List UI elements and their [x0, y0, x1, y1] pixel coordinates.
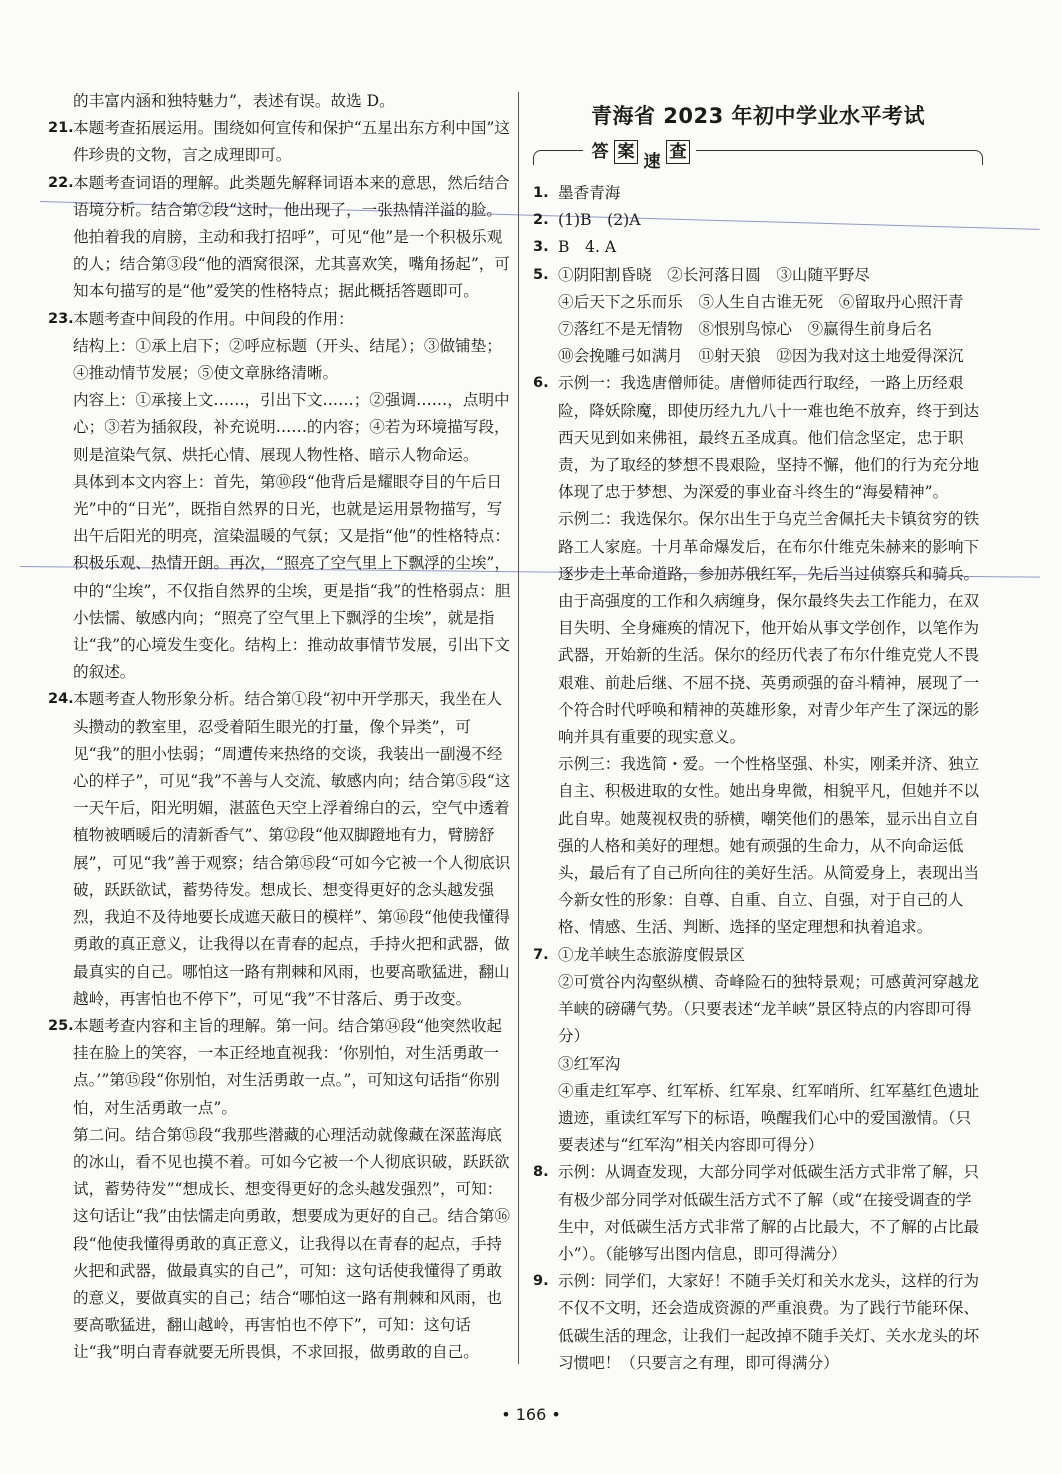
item-subparagraph: ③红军沟 [558, 1054, 621, 1073]
item-text: 示例一：我选唐僧师徒。唐僧师徒西行取经，一路上历经艰险，降妖除魔，即使历经九九八十一难也绝不放弃，终于到达西天见到如来佛祖，最终五圣成真。他们信念坚定，忠于职责，为了取经的梦想不畏艰险，坚持不懈，他们的行为充分地体现了忠于梦想、为深爱的事业奋斗终生的“海晏精神”。 [558, 374, 980, 502]
item-number: 2. [533, 212, 549, 229]
answer-item [533, 234, 983, 261]
right-column [533, 88, 983, 1377]
answer-item [48, 88, 512, 115]
item-subparagraph: ②可赏谷内沟壑纵横、奇峰险石的独特景观；可感黄河穿越龙羊峡的磅礴气势。（只要表述“龙羊峡”景区特点的内容即可得分） [558, 972, 980, 1046]
banner-label [583, 140, 696, 174]
banner-char: 速 [643, 152, 661, 172]
item-number: 7. [533, 946, 549, 963]
answer-item [48, 170, 512, 306]
item-text: ①龙羊峡生态旅游度假景区 [558, 945, 746, 964]
item-number: 22. [48, 174, 74, 191]
item-text: 本题考查人物形象分析。结合第①段“初中开学那天，我坐在人头攒动的教室里，忍受着陌生眼光的打量，像个异类”，可见“我”的胆小怯弱；“周遭传来热络的交谈，我装出一副漫不经心的样子”，可见“我”不善与人交流、敏感内向；结合第⑤段“这一天午后，阳光明媚，湛蓝色天空上浮着绵白的云，空气中透着植物被晒暖后的清新香气”、第⑫段“他双脚蹬地有力，臂膀舒展”，可见“我”善于观察；结合第⑮段“可如今它被一个人彻底识破，跃跃欲试，蓄势待发。想成长、想变得更好的念头越发强烈，我迫不及待地要长成遮天蔽日的模样”、第⑯段“他使我懂得勇敢的真正意义，让我得以在青春的起点，手持火把和武器，做最真实的自己。哪怕这一路有荆棘和风雨，也要高歌猛进，翻山越岭，再害怕也不停下”，可见“我”不甘落后、勇于改变。 [73, 690, 511, 1008]
item-text: 示例：同学们，大家好！不随手关灯和关水龙头，这样的行为不仅不文明，还会造成资源的严重浪费。为了践行节能环保、低碳生活的理念，让我们一起改掉不随手关灯、关水龙头的坏习惯吧！（只要言之有理，即可得满分） [558, 1272, 980, 1372]
item-text: 的丰富内涵和独特魅力”，表述有误。故选 D。 [73, 92, 395, 110]
item-number: 23. [48, 310, 74, 327]
item-subparagraph: ⑩会挽雕弓如满月 ⑪射天狼 ⑫因为我对这土地爱得深沉 [558, 347, 964, 366]
item-subparagraph: 具体到本文内容上：首先，第⑩段“他背后是耀眼夺目的午后日光”中的“日光”，既指自然界的日光，也就是运用景物描写，写出午后阳光的明亮，渲染温暖的气氛；又是指“他”的性格特点：积极乐观、热情开朗。再次，“照亮了空气里上下飘浮的尘埃”，中的“尘埃”，不仅指自然界的尘埃，更是指“我”的性格弱点：胆小怯懦、敏感内向；“照亮了空气里上下飘浮的尘埃”，就是指让“我”的心境发生变化。结构上：推动故事情节发展，引出下文的叙述。 [73, 472, 511, 682]
answer-item [533, 1268, 983, 1377]
item-subparagraph: 示例二：我选保尔。保尔出生于乌克兰舍佩托夫卡镇贫穷的铁路工人家庭。十月革命爆发后，在布尔什维克朱赫来的影响下逐步走上革命道路，参加苏俄红军，先后当过侦察兵和骑兵。由于高强度的工作和久病缠身，保尔最终失去工作能力，在双目失明、全身瘫痪的情况下，他开始从事文学创作，以笔作为武器，开始新的生活。保尔的经历代表了布尔什维克党人不畏艰难、前赴后继、不屈不挠、英勇顽强的奋斗精神，展现了一个符合时代呼唤和精神的英雄形象，对青少年产生了深远的影响并具有重要的现实意义。 [558, 510, 980, 747]
item-number: 21. [48, 120, 74, 137]
item-text: (1)B (2)A [558, 211, 641, 230]
item-subparagraph: 示例三：我选简・爱。一个性格坚强、朴实，刚柔并济、独立自主、积极进取的女性。她出身卑微，相貌平凡，但她并不以此自卑。她蔑视权贵的骄横，嘲笑他们的愚笨，显示出自立自强的人格和美好的理想。她有顽强的生命力，从不向命运低头，最后有了自己所向往的美好生活。从简爱身上，表现出当今新女性的形象：自尊、自重、自立、自强，对于自己的人格、情感、生活、判断、选择的坚定理想和执着追求。 [558, 755, 980, 937]
answer-item [48, 1013, 512, 1367]
item-number: 8. [533, 1164, 549, 1181]
answer-item [533, 370, 983, 941]
column-divider [518, 92, 519, 1364]
item-text: ①阴阳割昏晓 ②长河落日圆 ③山随平野尽 [558, 265, 870, 284]
item-subparagraph: ⑦落红不是无情物 ⑧恨别鸟惊心 ⑨赢得生前身后名 [558, 320, 933, 339]
item-number: 5. [533, 266, 549, 283]
answer-item [48, 686, 512, 1012]
item-text: 墨香青海 [558, 184, 621, 202]
item-subparagraph: 内容上：①承接上文……，引出下文……；②强调……，点明中心；③若为插叙段，补充说明……的内容；④若为环境描写段，则是渲染气氛、烘托心情、展现人物性格、暗示人物命运。 [73, 391, 510, 464]
item-subparagraph: 第二问。结合第⑮段“我那些潜藏的心理活动就像藏在深蓝海底的冰山，看不见也摸不着。可如今它被一个人彻底识破，跃跃欲试，蓄势待发”“想成长、想变得更好的念头越发强烈”，可知：这句话让“我”由怯懦走向勇敢，想要成为更好的自己。结合第⑯段“他使我懂得勇敢的真正意义，让我得以在青春的起点，手持火把和武器，做最真实的自己”，可知：这句话使我懂得了勇敢的意义，要做真实的自己；结合“哪怕这一路有荆棘和风雨，也要高歌猛进，翻山越岭，再害怕也不停下”，可知：这句话让“我”明白青春就要无所畏惧，不求回报，做勇敢的自己。 [73, 1125, 510, 1362]
answer-item [48, 306, 512, 687]
left-column [48, 88, 512, 1367]
item-number: 6. [533, 375, 549, 392]
item-text: 本题考查内容和主旨的理解。第一问。结合第⑭段“他突然收起挂在脸上的笑容，一本正经地直视我：‘你别怕，对生活勇敢一点。’”第⑮段“你别怕，对生活勇敢一点。”，可知这句话指“你别怕，对生活勇敢一点”。 [73, 1016, 503, 1117]
answer-quick-check-banner [533, 136, 983, 178]
item-number: 25. [48, 1017, 74, 1034]
banner-char-boxed: 案 [614, 140, 638, 164]
item-text: 本题考查中间段的作用。中间段的作用： [73, 309, 354, 328]
answer-item [533, 1159, 983, 1268]
item-text: 本题考查词语的理解。此类题先解释词语本来的意思，然后结合语境分析。结合第②段“这时，他出现了，一张热情洋溢的脸。他拍着我的肩膀，主动和我打招呼”，可见“他”是一个积极乐观的人；结合第③段“他的酒窝很深，尤其喜欢笑，嘴角扬起”，可知本句描写的是“他”爱笑的性格特点；据此概括答题即可。 [73, 173, 510, 301]
item-number: 1. [533, 185, 549, 201]
item-number: 9. [533, 1273, 549, 1290]
item-text: 示例：从调查发现，大部分同学对低碳生活方式非常了解，只有极少部分同学对低碳生活方式不了解（或“在接受调查的学生中，对低碳生活方式非常了解的占比最大，不了解的占比最小”）。（能够写出图内信息，即可得满分） [558, 1163, 980, 1263]
answer-item [533, 262, 983, 371]
page-number: • 166 • [501, 1405, 561, 1424]
answer-list [533, 180, 983, 1377]
item-text: 本题考查拓展运用。围绕如何宣传和保护“五星出东方利中国”这件珍贵的文物，言之成理即可。 [73, 119, 510, 165]
answer-item [533, 942, 983, 1160]
answer-item [533, 180, 983, 207]
banner-char: 答 [591, 142, 609, 162]
answer-item [48, 115, 512, 169]
item-subparagraph: ④后天下之乐而乐 ⑤人生自古谁无死 ⑥留取丹心照汗青 [558, 292, 964, 311]
banner-char-boxed: 查 [666, 140, 690, 164]
item-subparagraph: ④重走红军亭、红军桥、红军泉、红军哨所、红军墓红色遗址遗迹，重读红军写下的标语，唤醒我们心中的爱国激情。（只要表述与“红军沟”相关内容即可得分） [558, 1081, 980, 1155]
item-number: 24. [48, 691, 74, 708]
item-text: B 4. A [558, 238, 617, 257]
item-number: 3. [533, 239, 549, 256]
exam-title: 青海省 2023 年初中学业水平考试 [590, 104, 926, 128]
answer-item [533, 207, 983, 234]
item-subparagraph: 结构上：①承上启下；②呼应标题（开头、结尾）；③做铺垫；④推动情节发展；⑤使文章脉络清晰。 [73, 336, 502, 383]
